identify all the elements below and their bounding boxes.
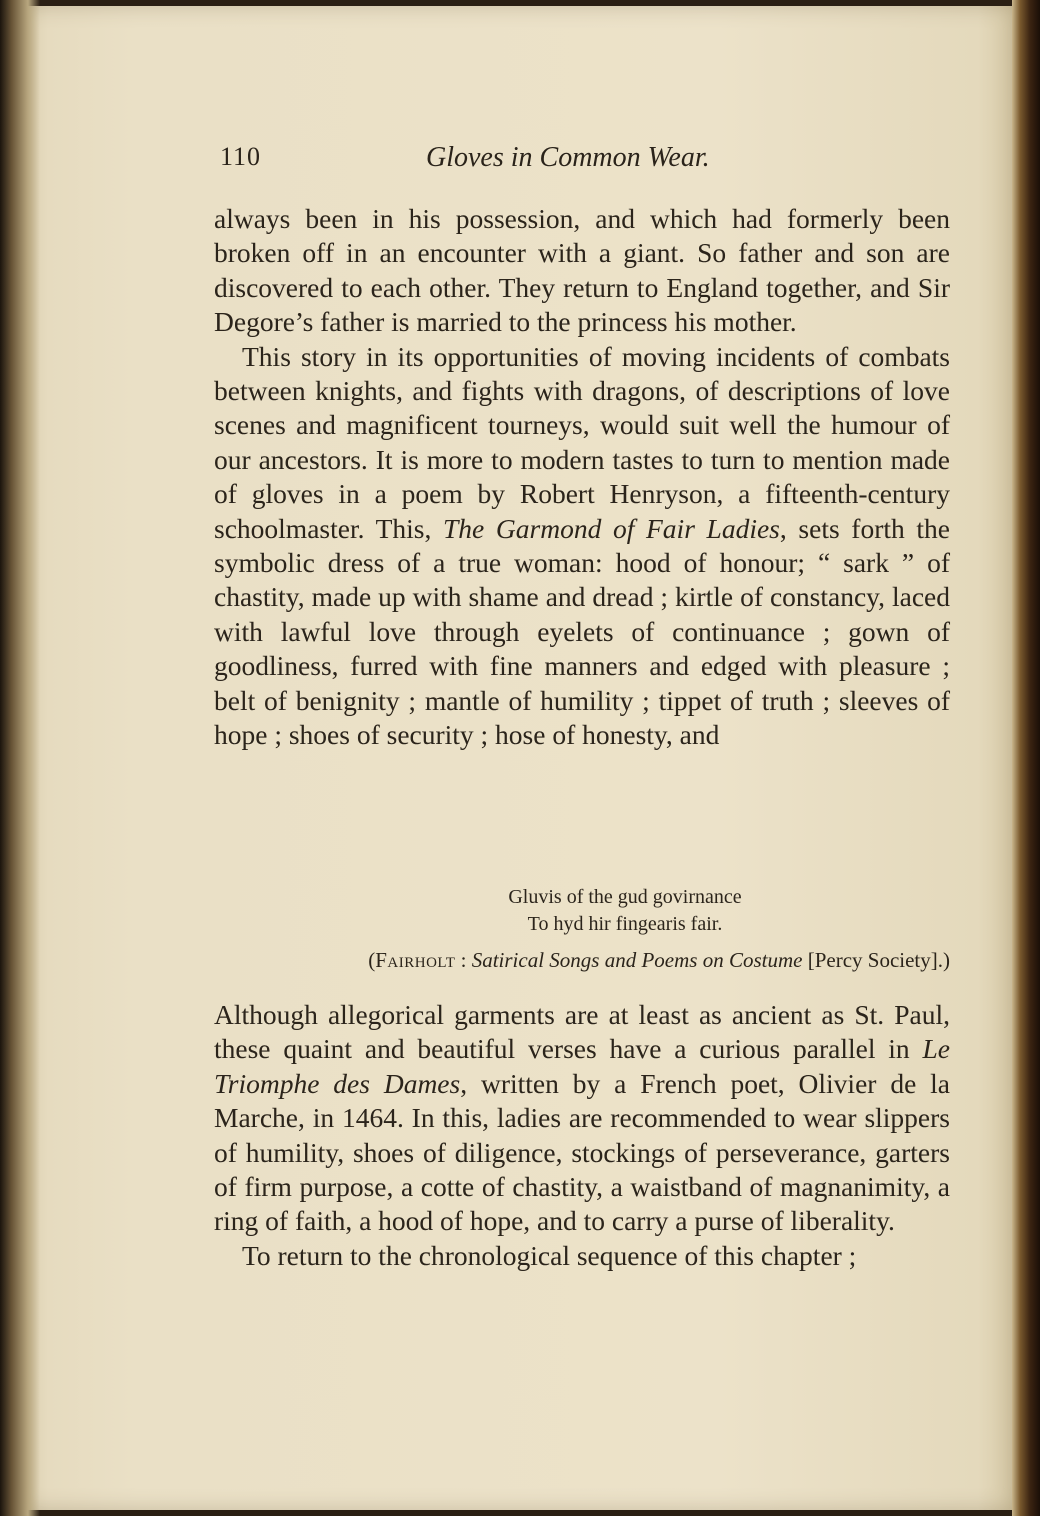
- page-header: [220, 142, 950, 182]
- book-spine: [0, 0, 40, 1516]
- paragraph-return: To return to the chronological sequence of this chapter ;: [242, 1239, 857, 1271]
- paragraph-text: , sets forth the symbolic dress of a true woman: hood of honour; “ sark ” of chastity, made up with shame and dread ; kirtle of constancy, laced with lawful love through eyelets of continuance ; gown of goodliness, furred with fine manners and edged with pleasure ; belt of benignity ; mantle of humility ; tippet of truth ; sleeves of hope ; shoes of security ; hose of honesty, and: [214, 512, 950, 751]
- paragraph-allegorical: [214, 998, 950, 1239]
- body-text-bottom: [214, 998, 950, 1273]
- citation-close: [Percy Society].): [802, 948, 950, 972]
- paragraph-text: Although allegorical garments are at least as ancient as St. Paul, these quaint and beautiful verses have a curious parallel in: [214, 999, 950, 1065]
- work-title: Le Triomphe des Dames: [214, 1033, 950, 1099]
- citation-separator: :: [455, 948, 472, 972]
- citation-open: (: [368, 948, 376, 972]
- paragraph-text: This story in its opportunities of moving incidents of combats between knights, and fights with dragons, of descriptions of love scenes and magnificent tourneys, would suit well the humour of our ancestors. It is more to modern tastes to turn to mention made of gloves in a poem by Robert Henryson, a fifteenth-century schoolmaster. This,: [214, 340, 950, 544]
- citation-author: Fairholt: [375, 948, 456, 972]
- paragraph-henryson: [214, 340, 950, 753]
- page-number: 110: [220, 142, 262, 171]
- verse-line: To hyd hir fingearis fair.: [527, 913, 723, 935]
- paragraph-continuation: always been in his possession, and which had formerly been broken off in an encounter with a giant. So father and son are discovered to each other. They return to England together, and Sir Degore’s father is married to the princess his mother.: [214, 203, 950, 338]
- verse-quotation: [300, 884, 950, 938]
- citation: [260, 946, 950, 974]
- body-text-top: [214, 202, 950, 753]
- cover-edge: [1012, 0, 1040, 1516]
- citation-work: Satirical Songs and Poems on Costume: [471, 948, 803, 972]
- poem-title: The Garmond of Fair Ladies: [443, 512, 780, 544]
- paragraph-text: , written by a French poet, Olivier de la Marche, in 1464. In this, ladies are recommended to wear slippers of humility, shoes of diligence, stockings of perseverance, garters of firm purpose, a cotte of chastity, a waistband of magnanimity, a ring of faith, a hood of hope, and to carry a purse of liberality.: [214, 1067, 950, 1237]
- running-title: Gloves in Common Wear.: [426, 142, 710, 173]
- verse-line: Gluvis of the gud govirnance: [508, 886, 742, 908]
